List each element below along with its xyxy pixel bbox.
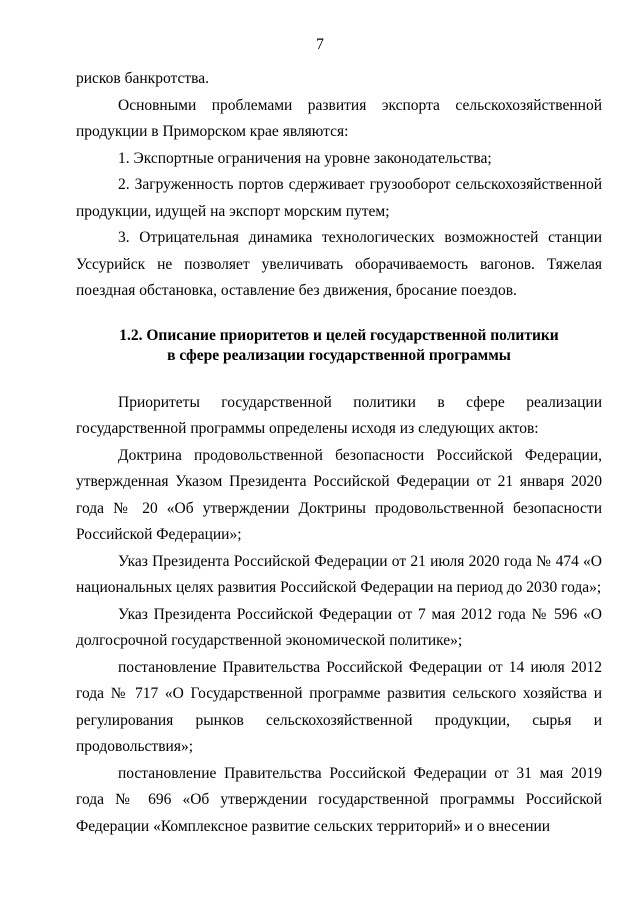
paragraph-act-doctrine: Доктрина продовольственной безопасности Российской Федерации, утвержденная Указом Президента Российской Федерации от 21 января 2020 года № 20 «Об утверждении Доктрины продовольственной безопасности Российской Федерации»;	[76, 446, 602, 543]
paragraph-continuation: рисков банкротства.	[76, 70, 209, 87]
paragraph-problem-3: 3. Отрицательная динамика технологических возможностей станции Уссурийск не позволяет увеличивать оборачиваемость вагонов. Тяжелая поездная обстановка, оставление без движения, бросание поездов.	[76, 229, 602, 299]
document-body	[76, 66, 602, 840]
paragraph-act-decree-596: Указ Президента Российской Федерации от 7 мая 2012 года № 596 «О долгосрочной государственной экономической политике»;	[76, 605, 602, 649]
paragraph-priorities-intro: Приоритеты государственной политики в сфере реализации государственной программы определены исходя из следующих актов:	[76, 393, 602, 437]
paragraph-act-resolution-717: постановление Правительства Российской Федерации от 14 июля 2012 года № 717 «О Государственной программе развития сельского хозяйства и регулирования рынков сельскохозяйственной продукции, сырья и продовольствия»;	[76, 658, 602, 755]
paragraph-problem-1: 1. Экспортные ограничения на уровне законодательства;	[118, 149, 492, 167]
paragraph-export-problems-intro: Основными проблемами развития экспорта сельскохозяйственной продукции в Приморском крае являются:	[76, 96, 602, 140]
paragraph-act-decree-474: Указ Президента Российской Федерации от 21 июля 2020 года № 474 «О национальных целях развития Российской Федерации на период до 2030 года»;	[76, 552, 602, 596]
page-number: 7	[316, 36, 324, 53]
paragraph-problem-2: 2. Загруженность портов сдерживает грузооборот сельскохозяйственной продукции, идущей на экспорт морским путем;	[76, 176, 602, 220]
section-heading: 1.2. Описание приоритетов и целей государственной политики в сфере реализации государственной программы	[119, 326, 559, 364]
paragraph-act-resolution-696: постановление Правительства Российской Федерации от 31 мая 2019 года № 696 «Об утверждении государственной программы Российской Федерации «Комплексное развитие сельских территорий» и о внесении	[76, 764, 602, 835]
